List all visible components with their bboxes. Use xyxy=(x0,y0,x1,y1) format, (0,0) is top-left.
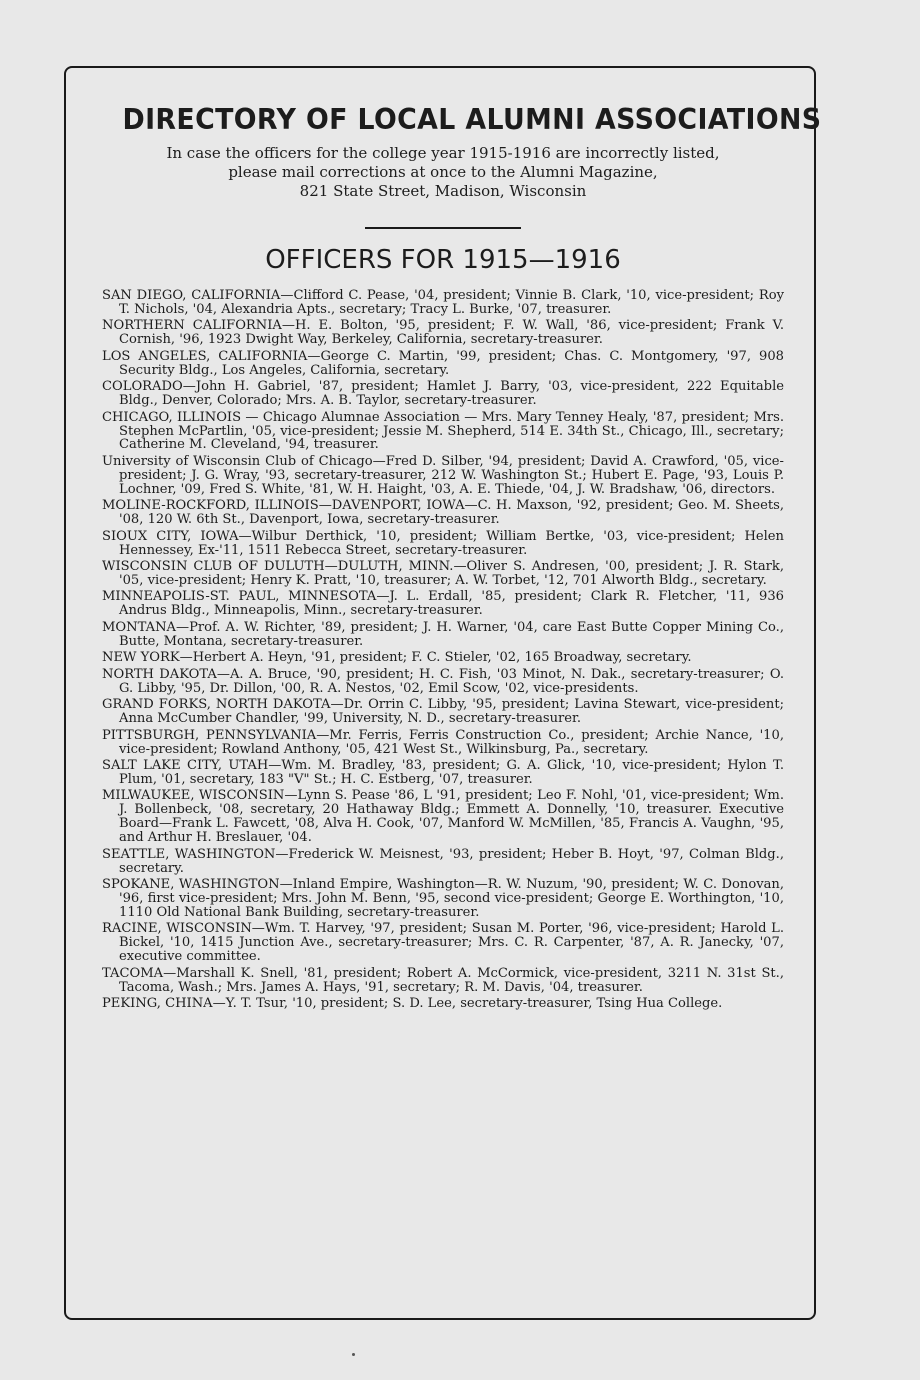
association-officers: —Marshall K. Snell, '81, president; Robert A. McCormick, vice-president, 3211 N. 31st St., Tacoma, Wash.; Mrs. James A. Hays, '91, secretary; R. M. Davis, '04, treasurer. xyxy=(119,965,784,995)
association-entry xyxy=(102,922,784,964)
association-officers: —John H. Gabriel, '87, president; Hamlet J. Barry, '03, vice-president, 222 Equitable Bldg., Denver, Colorado; Mrs. A. B. Taylor, secretary-treasurer. xyxy=(119,379,784,409)
association-place: TACOMA xyxy=(102,965,164,981)
association-entry xyxy=(102,878,784,920)
association-officers: —Mr. Ferris, Ferris Construction Co., president; Archie Nance, '10, vice-president; Rowland Anthony, '05, 421 West St., Wilkinsburg, Pa., secretary. xyxy=(119,727,784,757)
association-entry xyxy=(102,759,784,787)
association-place: PEKING, CHINA xyxy=(102,996,213,1012)
association-officers: —C. H. Maxson, '92, president; Geo. M. Sheets, '08, 120 W. 6th St., Davenport, Iowa, secretary-treasurer. xyxy=(119,498,784,528)
association-entry xyxy=(102,789,784,845)
association-place: NORTH DAKOTA xyxy=(102,666,217,682)
association-place: SPOKANE, WASHINGTON xyxy=(102,877,280,893)
association-place: WISCONSIN CLUB OF DULUTH—DULUTH, MINN. xyxy=(102,559,454,575)
association-officers: —Dr. Orrin C. Libby, '95, president; Lavina Stewart, vice-president; Anna McCumber Chandler, '99, University, N. D., secretary-treasurer. xyxy=(119,697,785,727)
association-place: COLORADO xyxy=(102,379,183,395)
association-place: MONTANA xyxy=(102,619,176,635)
section-title: OFFICERS FOR 1915—1916 xyxy=(265,245,621,275)
association-entry xyxy=(102,455,784,497)
association-place: GRAND FORKS, NORTH DAKOTA xyxy=(102,697,331,713)
intro-line: 821 State Street, Madison, Wisconsin xyxy=(299,182,587,200)
association-entry xyxy=(102,668,784,696)
association-place: MILWAUKEE, WISCONSIN xyxy=(102,788,285,804)
intro-line: please mail corrections at once to the Alumni Magazine, xyxy=(228,163,658,181)
association-officers: —Fred D. Silber, '94, president; David A. Crawford, '05, vice-president; J. G. Wray, '93, secretary-treasurer, 212 W. Washington St.; Hubert E. Page, '93, Louis P. Lochner, '09, Fred S. White, '81, W. H. Haight, '03, A. E. Thiede, '04, J. W. Bradshaw, '06, directors. xyxy=(119,453,784,497)
association-officers: —Lynn S. Pease '86, L '91, president; Leo F. Nohl, '01, vice-president; Wm. J. Bollenbeck, '08, secretary, 20 Hathaway Bldg.; Emmett A. Donnelly, '10, treasurer. Executive Board—Frank L. Fawcett, '08, Alva H. Cook, '07, Manford W. McMillen, '85, Francis A. Vaughn, '95, and Arthur H. Breslauer, '04. xyxy=(119,788,784,846)
association-place: NORTHERN CALIFORNIA xyxy=(102,318,282,334)
association-place: SAN DIEGO, CALIFORNIA xyxy=(102,288,281,303)
association-officers: —Wilbur Derthick, '10, president; William Bertke, '03, vice-president; Helen Hennessey, Ex-'11, 1511 Rebecca Street, secretary-treasurer. xyxy=(119,528,784,558)
association-entry xyxy=(102,651,784,665)
association-officers: —George C. Martin, '99, president; Chas. C. Montgomery, '97, 908 Security Bldg., Los Angeles, California, secretary. xyxy=(119,348,784,378)
association-entry xyxy=(102,997,784,1011)
association-entry xyxy=(102,380,784,408)
association-place: LOS ANGELES, CALIFORNIA xyxy=(102,348,308,364)
association-officers: —Clifford C. Pease, '04, president; Vinnie B. Clark, '10, vice-president; Roy T. Nichols, '04, Alexandria Apts., secretary; Tracy L. Burke, '07, treasurer. xyxy=(119,288,784,317)
association-officers: —Frederick W. Meisnest, '93, president; Heber B. Hoyt, '97, Colman Bldg., secretary. xyxy=(119,846,784,876)
association-place: SALT LAKE CITY, UTAH xyxy=(102,758,269,773)
association-place: SEATTLE, WASHINGTON xyxy=(102,846,276,862)
association-entry xyxy=(102,411,784,453)
association-officers: —Prof. A. W. Richter, '89, president; J. H. Warner, '04, care East Butte Copper Mining Co., Butte, Montana, secretary-treasurer. xyxy=(119,619,784,649)
divider xyxy=(365,227,521,229)
directory-content xyxy=(102,100,822,1014)
association-officers: —J. L. Erdall, '85, president; Clark R. Fletcher, '11, 936 Andrus Bldg., Minneapolis, Minn., secretary-treasurer. xyxy=(119,589,784,619)
association-place: SIOUX CITY, IOWA xyxy=(102,528,239,544)
association-officers: — Chicago Alumnae Association — Mrs. Mary Tenney Healy, '87, president; Mrs. Stephen McPartlin, '05, vice-president; Jessie M. Shepherd, 514 E. 34th St., Chicago, Ill., secretary; Catherine M. Cleveland, '94, treasurer. xyxy=(119,409,784,453)
association-officers: —Wm. T. Harvey, '97, president; Susan M. Porter, '96, vice-president; Harold L. Bickel, '10, 1415 Junction Ave., secretary-treasurer; Mrs. C. R. Carpenter, '87, A. R. Janecky, '07, executive committee. xyxy=(119,921,784,965)
association-entry xyxy=(102,848,784,876)
association-place: University of Wisconsin Club of Chicago xyxy=(102,453,373,469)
association-entry xyxy=(102,289,784,317)
association-entry xyxy=(102,319,784,347)
association-officers: —Wm. M. Bradley, '83, president; G. A. Glick, '10, vice-president; Hylon T. Plum, '01, secretary, 183 "V" St.; H. C. Estberg, '07, treasurer. xyxy=(119,758,784,787)
association-place: MOLINE-ROCKFORD, ILLINOIS—DAVENPORT, IOWA xyxy=(102,498,465,514)
association-entry xyxy=(102,698,784,726)
association-place: CHICAGO, ILLINOIS xyxy=(102,409,242,425)
association-entry xyxy=(102,621,784,649)
association-entry xyxy=(102,590,784,618)
intro-line: In case the officers for the college year 1915-1916 are incorrectly listed, xyxy=(166,144,720,162)
association-officers: —Inland Empire, Washington—R. W. Nuzum, '90, president; W. C. Donovan, '96, first vice-president; Mrs. John M. Benn, '95, second vice-president; George E. Worthington, '10, 1110 Old National Bank Building, secretary-treasurer. xyxy=(119,877,784,920)
association-list xyxy=(102,289,784,1011)
intro-note xyxy=(102,144,784,201)
association-entry xyxy=(102,967,784,995)
association-officers: —H. E. Bolton, '95, president; F. W. Wall, '86, vice-president; Frank V. Cornish, '96, 1923 Dwight Way, Berkeley, California, secretary-treasurer. xyxy=(119,318,784,348)
association-place: MINNEAPOLIS-ST. PAUL, MINNESOTA xyxy=(102,589,377,605)
association-place: RACINE, WISCONSIN xyxy=(102,921,252,937)
association-officers: —Oliver S. Andresen, '00, president; J. R. Stark, '05, vice-president; Henry K. Pratt, '10, treasurer; A. W. Torbet, '12, 701 Alworth Bldg., secretary. xyxy=(119,559,784,588)
association-officers: —Herbert A. Heyn, '91, president; F. C. Stieler, '02, 165 Broadway, secretary. xyxy=(179,650,692,666)
association-entry xyxy=(102,560,784,588)
association-entry xyxy=(102,350,784,378)
page-title: DIRECTORY OF LOCAL ALUMNI ASSOCIATIONS xyxy=(122,103,822,136)
association-entry xyxy=(102,729,784,757)
association-place: PITTSBURGH, PENNSYLVANIA xyxy=(102,727,317,743)
page-speck xyxy=(352,1353,355,1356)
association-officers: —A. A. Bruce, '90, president; H. C. Fish, '03 Minot, N. Dak., secretary-treasurer; O. G. Libby, '95, Dr. Dillon, '00, R. A. Nestos, '02, Emil Scow, '02, vice-presidents. xyxy=(119,666,784,696)
association-officers: —Y. T. Tsur, '10, president; S. D. Lee, secretary-treasurer, Tsing Hua College. xyxy=(212,996,723,1012)
association-place: NEW YORK xyxy=(102,650,180,666)
association-entry xyxy=(102,499,784,527)
association-entry xyxy=(102,530,784,558)
